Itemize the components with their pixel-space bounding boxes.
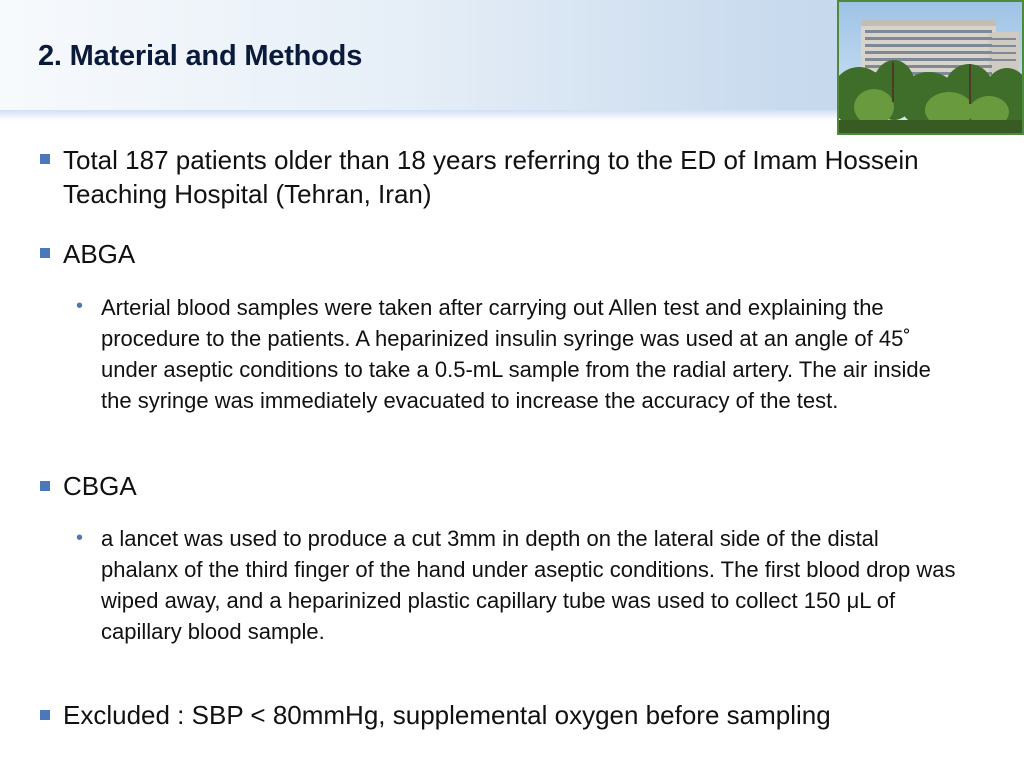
bullet-excluded: Excluded : SBP < 80mmHg, supplemental oxygen before sampling (63, 700, 831, 730)
slide-title: 2. Material and Methods (38, 40, 363, 72)
bullet-dot-icon: • (76, 527, 84, 549)
bullet-square-icon (40, 154, 50, 164)
bullet-abga: ABGA (63, 239, 136, 269)
sub-bullet-cbga: a lancet was used to produce a cut 3mm in depth on the lateral side of the distal phalanx of the third finger of the hand under aseptic conditions. The first blood drop was wiped away, and a heparinized plastic capillary tube was used to collect 150 μL of capillary blood sample. (101, 526, 956, 644)
bullet-square-icon (40, 481, 50, 491)
bullet-square-icon (40, 248, 50, 258)
bullet-patients: Total 187 patients older than 18 years referring to the ED of Imam Hossein Teaching Hospital (Tehran, Iran) (63, 145, 919, 209)
bullet-square-icon (40, 710, 50, 720)
bullet-cbga: CBGA (63, 471, 137, 501)
sub-bullet-abga: Arterial blood samples were taken after carrying out Allen test and explaining the procedure to the patients. A heparinized insulin syringe was used at an angle of 45˚ under aseptic conditions to take a 0.5-mL sample from the radial artery. The air inside the syringe was immediately evacuated to increase the accuracy of the test. (101, 295, 931, 413)
bullet-dot-icon: • (76, 295, 84, 317)
